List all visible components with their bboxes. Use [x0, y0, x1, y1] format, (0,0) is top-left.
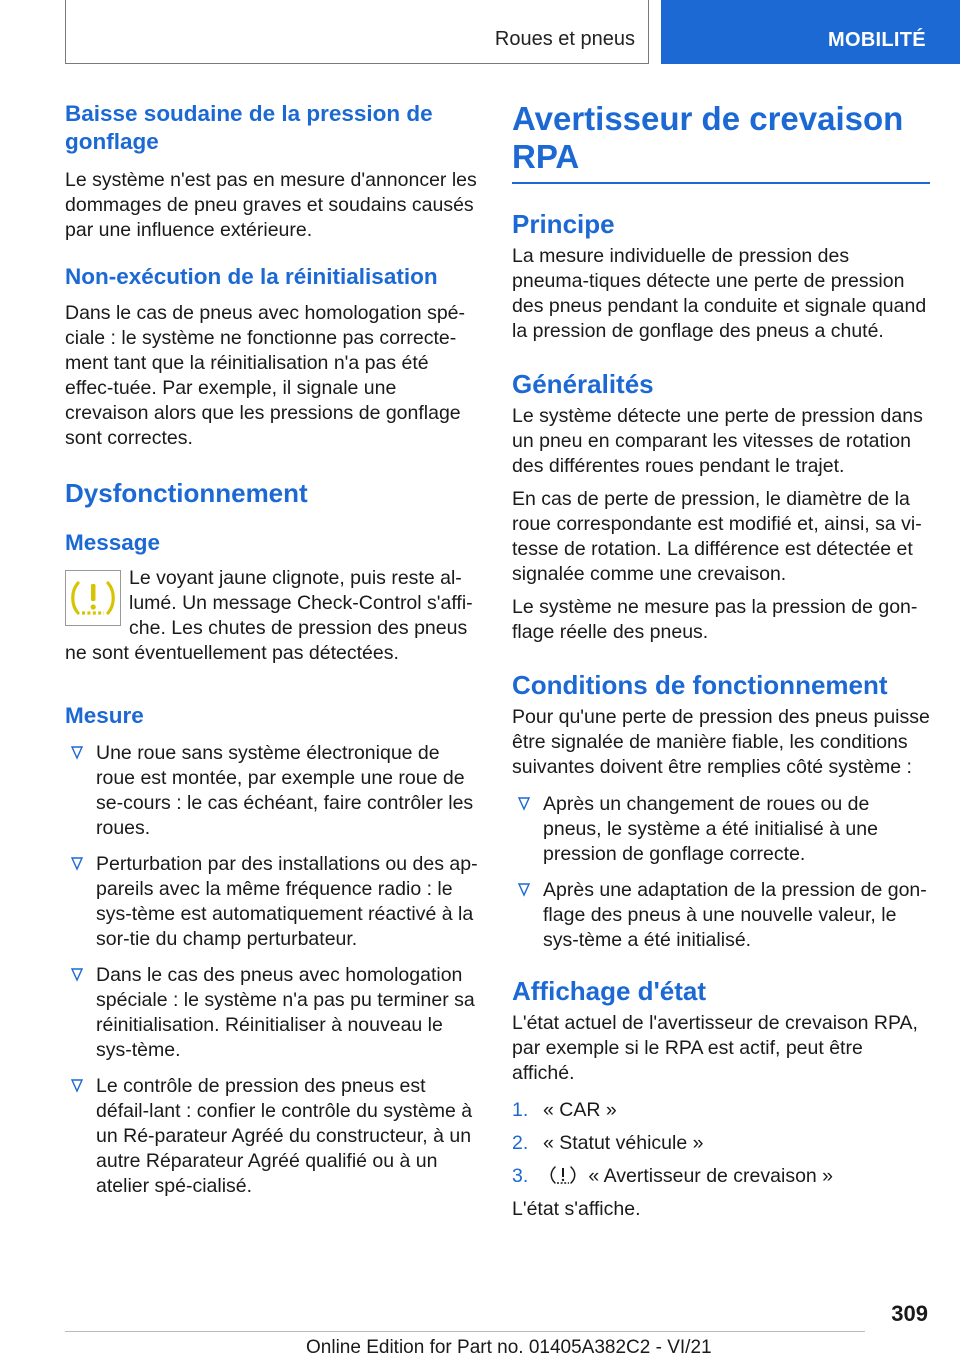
list-item: Le contrôle de pression des pneus est défail-lant : confier le contrôle du système à un Ré-parateur Agréé du constructeur, à un autre Réparateur Agréé qualifié ou à un atelier spé-cialisé.: [65, 1074, 479, 1199]
page-number: 309: [891, 1301, 928, 1326]
paragraph-sudden-pressure-drop: Le système n'est pas en mesure d'annoncer les dommages de pneu graves et soudains causés par une influence extérieure.: [65, 169, 477, 241]
status-steps: [512, 1098, 930, 1189]
heading-general: Généralités: [512, 368, 654, 399]
list-item: Perturbation par des installations ou des ap-pareils avec la même fréquence radio : le sys-tème est automatiquement réactivé à la sor-tie du champ perturbateur.: [65, 852, 479, 952]
paragraph-reset-not-done: Dans le cas de pneus avec homologation spé-ciale : le système ne fonctionne pas correcte-ment tant que la réinitialisation n'a pas été effec-tuée. Par exemple, il signale une crevaison alors que les pressions de gonflage sont correctes.: [65, 302, 465, 449]
triangle-bullet-icon: [71, 857, 83, 871]
step-number: 1.: [512, 1098, 529, 1121]
list-item: [512, 1131, 930, 1156]
paragraph-general-2: En cas de perte de pression, le diamètre de la roue correspondante est modifié et, ainsi, sa vi-tesse de rotation. La différence est détectée et signalée comme une crevaison.: [512, 487, 922, 585]
page-title: Avertisseur de crevaison RPA: [512, 100, 904, 175]
triangle-bullet-icon: [518, 883, 530, 897]
triangle-bullet-icon: [71, 1079, 83, 1093]
tire-pressure-warning-icon: [65, 570, 121, 626]
paragraph-general-1: Le système détecte une perte de pression dans un pneu en comparant les vitesses de rotation des différentes roues pendant le trajet.: [512, 404, 923, 477]
heading-malfunction: Dysfonctionnement: [65, 478, 308, 508]
heading-message: Message: [65, 530, 161, 555]
heading-measure: Mesure: [65, 703, 144, 728]
conditions-list: [512, 792, 930, 953]
heading-sudden-pressure-drop: Baisse soudaine de la pression de gonflage: [65, 101, 433, 154]
list-item: Après une adaptation de la pression de gon-flage des pneus à une nouvelle valeur, le sys-tème a été initialisé.: [512, 878, 930, 953]
heading-principle: Principe: [512, 208, 615, 239]
list-item: Une roue sans système électronique de roue est montée, par exemple une roue de se-cours : le cas échéant, faire contrôler les roues.: [65, 741, 479, 841]
measure-list: [65, 741, 479, 1199]
right-column: [512, 100, 930, 1222]
step-number: 2.: [512, 1131, 529, 1154]
left-column: [65, 100, 479, 1210]
paragraph-general-3: Le système ne mesure pas la pression de gon-flage réelle des pneus.: [512, 595, 918, 643]
menu-path-flat-tyre-monitor: « Avertisseur de crevaison »: [588, 1164, 834, 1187]
chapter-tab[interactable]: MOBILITÉ: [661, 0, 960, 64]
step-number: 3.: [512, 1164, 529, 1187]
paragraph-status-display: L'état actuel de l'avertisseur de crevaison RPA, par exemple si le RPA est actif, peut être affiché.: [512, 1011, 918, 1084]
list-item: [512, 1164, 930, 1189]
heading-reset-not-done: Non-exécution de la réinitialisation: [65, 264, 438, 289]
edition-note: Online Edition for Part no. 01405A382C2 - VI/21: [306, 1337, 712, 1358]
menu-path-car: « CAR »: [543, 1098, 617, 1121]
tire-pressure-outline-icon: [549, 1165, 577, 1185]
triangle-bullet-icon: [71, 968, 83, 982]
section-title: Roues et pneus: [494, 28, 635, 50]
message-block: [65, 566, 479, 666]
paragraph-status-shown: L'état s'affiche.: [512, 1197, 641, 1220]
triangle-bullet-icon: [518, 797, 530, 811]
heading-operating-conditions: Conditions de fonctionnement: [512, 669, 888, 700]
paragraph-message: Le voyant jaune clignote, puis reste al-lumé. Un message Check-Control s'affi-che. Les chutes de pression des pneus ne sont éventuellement pas détectées.: [65, 567, 473, 664]
paragraph-principle: La mesure individuelle de pression des pneuma-tiques détecte une perte de pression des pneus pendant la conduite et signale quand la pression de gonflage des pneus a chuté.: [512, 244, 927, 342]
list-item: Dans le cas des pneus avec homologation spéciale : le système n'a pas pu terminer sa réinitialisation. Réinitialiser à nouveau le sys-tème.: [65, 963, 479, 1063]
menu-path-vehicle-status: « Statut véhicule »: [543, 1131, 704, 1154]
list-item: Après un changement de roues ou de pneus, le système a été initialisé à une pression de gonflage correcte.: [512, 792, 930, 867]
heading-status-display: Affichage d'état: [512, 975, 706, 1006]
title-divider: [512, 182, 930, 184]
triangle-bullet-icon: [71, 746, 83, 760]
paragraph-operating-conditions: Pour qu'une perte de pression des pneus puisse être signalée de manière fiable, les conditions suivantes doivent être remplies côté système :: [512, 705, 930, 778]
footer-divider: [65, 1331, 865, 1332]
list-item: [512, 1098, 930, 1123]
